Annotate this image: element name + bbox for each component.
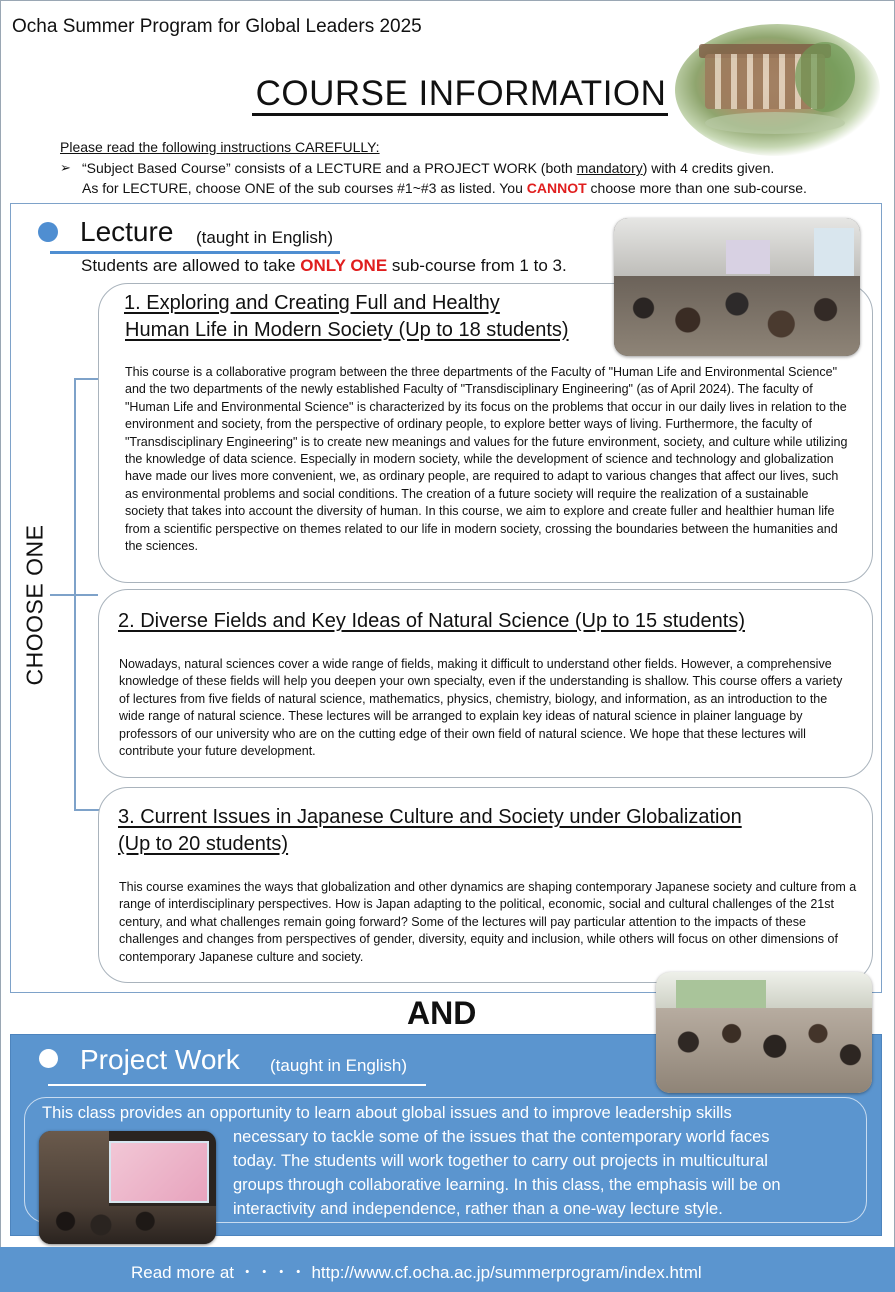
lecture-rule-end: sub-course from 1 to 3. <box>387 256 567 275</box>
project-description-line-2: necessary to tackle some of the issues that the contemporary world faces <box>233 1128 770 1146</box>
mandatory-word: mandatory <box>576 160 643 176</box>
group-work-photo <box>656 972 872 1093</box>
course-2-title: 2. Diverse Fields and Key Ideas of Natural Science (Up to 15 students) <box>118 610 745 632</box>
photo-audience-shape <box>39 1206 216 1244</box>
project-description-line-3: today. The students will work together to carry out projects in multicultural <box>233 1152 768 1170</box>
lecture-heading-underline <box>50 251 340 254</box>
course-3-title-line-2: (Up to 20 students) <box>118 833 289 855</box>
only-one-emphasis: ONLY ONE <box>300 256 388 275</box>
instructions-title: Please read the following instructions CAREFULLY: <box>60 139 380 155</box>
course-3-description: This course examines the ways that globalization and other dynamics are shaping contemporary Japanese society and culture from a range of interdisciplinary perspectives. How is Japan adapting to the political, economic, social and cultural challenges of the 21st century, and what challenges remain going forward? Some of the lectures will pay particular attention to the impacts of these challenges and changes from perspectives of gender, diversity, equity and inclusion, while others will focus on other dimensions of contemporary Japanese culture and society. <box>119 880 857 964</box>
course-1-title-line-1: 1. Exploring and Creating Full and Healthy <box>124 292 500 314</box>
lecture-rule <box>81 256 567 276</box>
lecture-language-note: (taught in English) <box>196 228 334 247</box>
project-description-line-1: This class provides an opportunity to learn about global issues and to improve leadership skills <box>42 1104 732 1122</box>
project-work-language-note: (taught in English) <box>270 1056 408 1075</box>
instructions-line-1-start: “Subject Based Course” consists of a LECTURE and a PROJECT WORK (both <box>82 160 577 176</box>
cannot-emphasis: CANNOT <box>526 180 587 196</box>
photo-students-shape <box>614 276 860 356</box>
lecture-rule-start: Students are allowed to take <box>81 256 301 275</box>
photo-ground-shape <box>705 112 845 134</box>
program-title: Ocha Summer Program for Global Leaders 2025 <box>12 16 422 37</box>
project-description-line-4: groups through collaborative learning. In this class, the emphasis will be on <box>233 1176 781 1194</box>
lecture-heading: Lecture <box>80 216 174 247</box>
presentation-photo <box>39 1131 216 1244</box>
instructions-line-1-end: ) with 4 credits given. <box>642 160 775 176</box>
arrow-bullet-icon: ➢ <box>60 160 71 175</box>
project-heading-underline <box>48 1084 426 1086</box>
page-heading-text: COURSE INFORMATION <box>252 74 669 116</box>
photo-window-shape <box>676 980 766 1010</box>
and-connector: AND <box>407 995 477 1031</box>
lecture-classroom-photo <box>614 218 860 356</box>
instructions-line-1 <box>82 160 774 176</box>
course-card-2 <box>98 589 873 778</box>
bracket-tick-middle <box>50 594 98 596</box>
page-heading <box>0 74 895 114</box>
project-description-line-5: interactivity and independence, rather than a one-way lecture style. <box>233 1200 723 1218</box>
photo-projection-screen-shape <box>726 240 770 274</box>
choose-one-label: CHOOSE ONE <box>21 524 48 686</box>
instructions-line-2-start: As for LECTURE, choose ONE of the sub courses #1~#3 as listed. You <box>82 180 527 196</box>
instructions-line-2 <box>82 180 807 196</box>
course-1-title-line-2: Human Life in Modern Society (Up to 18 students) <box>125 319 569 341</box>
project-bullet-icon <box>39 1049 58 1068</box>
course-2-description: Nowadays, natural sciences cover a wide range of fields, making it difficult to understand other fields. However, a comprehensive knowledge of these fields will help you deepen your own specialty, even if the understanding is shallow. This course offers a variety of lectures from five fields of natural science, mathematics, physics, chemistry, biology, and information, as an introduction to the wide range of natural science. These lectures will be arranged to explain key ideas of natural science in plainer language by professors of our university who are on the cutting edge of their own field of natural science. We hope that these lectures will contribute your future development. <box>119 657 843 759</box>
project-work-heading: Project Work <box>80 1044 240 1075</box>
photo-group-students-shape <box>656 1008 872 1093</box>
course-card-3 <box>98 787 873 983</box>
photo-slide-shape <box>109 1141 209 1203</box>
course-1-description: This course is a collaborative program between the three departments of the Faculty of "Human Life and Environmental Science" and the two departments of the newly established Faculty of "Transdisciplinary Engineering" (as of April 2024). The faculty of "Human Life and Environmental Science" is characterized by its focus on the problems that occur in our daily lives in relation to the environment and society, from the perspective of ordinary people, to explore better ways of living. Furthermore, the faculty of "Transdisciplinary Engineering" is to create new meanings and values for the future environment, society, and culture while utilizing the knowledge of data science. Especially in modern society, while the development of science and technology and globalization have made our lives more convenient, we, as ordinary people, are required to adapt to various changes that affect our lives, such as environmental problems and social conditions. The creation of a future society will require the realization of a sustainable society that takes into account the diversity of human. In this course, we aim to explore and create fuller and healthier human life from a scientific perspective on themes related to our life in modern society, crossing the boundaries between the humanities and the sciences. <box>125 365 848 554</box>
instructions-line-2-end: choose more than one sub-course. <box>586 180 807 196</box>
lecture-bullet-icon <box>38 222 58 242</box>
course-3-title-line-1: 3. Current Issues in Japanese Culture and Society under Globalization <box>118 806 742 828</box>
footer-read-more-link[interactable]: Read more at ・・・・ http://www.cf.ocha.ac.jp/summerprogram/index.html <box>131 1263 702 1282</box>
